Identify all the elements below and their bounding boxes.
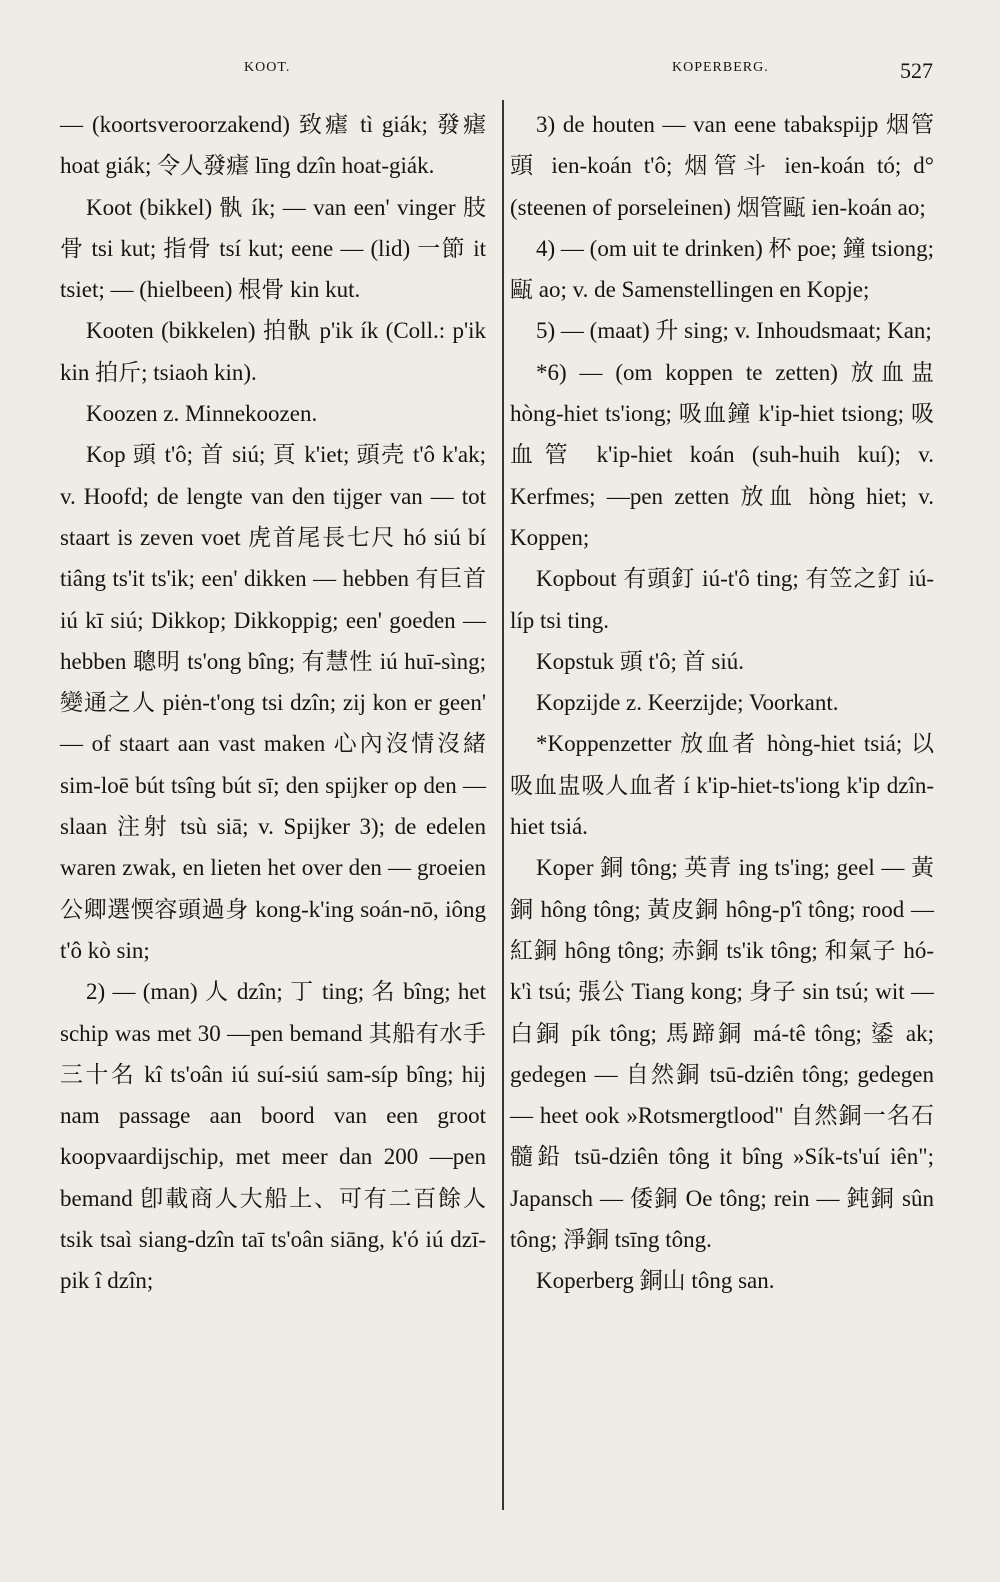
entry-continuation: — (koortsveroorzakend) 致瘧 tì giák; 發瘧 hoat giák; 令人發瘧 līng dzîn hoat-giák. (60, 112, 486, 179)
entry-kop: Kop 頭 t'ô; 首 siú; 頁 k'iet; 頭壳 t'ô k'ak; v. Hoofd; de lengte van den tijger van — tot staart is zeven voet 虎首尾長七尺 hó siú bí tiâng ts'it ts'ik; een' dikken — hebben 有巨首 iú kī siú; Dikkop; Dikkoppig; een' goeden — hebben 聰明 ts'ong bîng; 有慧性 iú huī-sìng; 變通之人 piėn-t'ong tsi dzîn; zij kon er geen' — of staart aan vast maken 心內沒情沒緒 sim-loē bút tsîng bút sī; den spijker op den — slaan 注射 tsù siā; v. Spijker 3); de edelen waren zwak, en lieten het over den — groeien 公卿選愞容頭過身 kong-k'ing soán-nō, iông t'ô kò sin; (60, 442, 486, 963)
entry-kop-sense-4: 4) — (om uit te drinken) 杯 poe; 鐘 tsiong; 甌 ao; v. de Samenstellingen en Kopje; (510, 235, 934, 303)
running-head-left: KOOT. (244, 60, 291, 75)
entry-koppenzetter: *Koppenzetter 放血者 hòng-hiet tsiá; 以吸血盅吸人血者 í k'ip-hiet-ts'iong k'ip dzîn-hiet tsiá. (510, 731, 934, 840)
entry-kop-sense-5: 5) — (maat) 升 sing; v. Inhoudsmaat; Kan; (536, 318, 932, 344)
entry-kopbout: Kopbout 有頭釘 iú-t'ô ting; 有笠之釘 iú-líp tsi ting. (510, 566, 934, 633)
entry-kooten: Kooten (bikkelen) 拍骫 p'ik ík (Coll.: p'ik kin 拍斤; tsiaoh kin). (60, 318, 486, 385)
entry-koperberg: Koperberg 銅山 tông san. (536, 1268, 775, 1294)
entry-koozen: Koozen z. Minnekoozen. (86, 401, 318, 427)
entry-koot: Koot (bikkel) 骫 ík; — van een' vinger 肢骨 tsi kut; 指骨 tsí kut; eene — (lid) 一節 it tsiet; — (hielbeen) 根骨 kin kut. (60, 194, 486, 303)
entry-kop-sense-2: 2) — (man) 人 dzîn; 丁 ting; 名 bîng; het schip was met 30 —pen bemand 其船有水手三十名 kî ts'oân iú suí-siú sam-síp bîng; hij nam passage aan boord van een groot koopvaardijschip, met meer dan 200 —pen bemand 卽載商人大船上、可有二百餘人 tsik tsaì siang-dzîn taī ts'oân siāng, k'ó iú dzī-pik î dzîn; (60, 979, 486, 1294)
page-number: 527 (900, 58, 933, 83)
running-head-right: KOPERBERG. (672, 60, 769, 75)
entry-kopzijde: Kopzijde z. Keerzijde; Voorkant. (536, 690, 839, 716)
entry-kop-sense-6: *6) — (om koppen te zetten) 放血盅 hòng-hiet ts'iong; 吸血鐘 k'ip-hiet tsiong; 吸血管 k'ip-hiet koán (suh-huih kuí); v. Kerfmes; —pen zetten 放血 hòng hiet; v. Koppen; (510, 359, 934, 550)
left-column (60, 104, 486, 1302)
right-column (510, 104, 934, 1302)
column-divider (502, 100, 504, 1510)
entry-kop-sense-3: 3) de houten — van eene tabakspijp 烟管頭 ien-koán t'ô; 烟管斗 ien-koán tó; d° (steenen of porseleinen) 烟管甌 ien-koán ao; (510, 112, 934, 220)
entry-koper: Koper 銅 tông; 英青 ing ts'ing; geel — 黃銅 hông tông; 黃皮銅 hông-p'î tông; rood — 紅銅 hông tông; 赤銅 ts'ik tông; 和氣子 hó-k'ì tsú; 張公 Tiang kong; 身子 sin tsú; wit — 白銅 pík tông; 馬蹄銅 má-tê tông; 鋈 ak; gedegen — 自然銅 tsū-dziên tông; gedegen — heet ook »Rotsmergtlood" 自然銅一名石髓鉛 tsū-dziên tông it bîng »Sík-ts'uí iên"; Japansch — 倭銅 Oe tông; rein — 鈍銅 sûn tông; 淨銅 tsīng tông. (510, 855, 934, 1253)
entry-kopstuk: Kopstuk 頭 t'ô; 首 siú. (536, 648, 744, 674)
